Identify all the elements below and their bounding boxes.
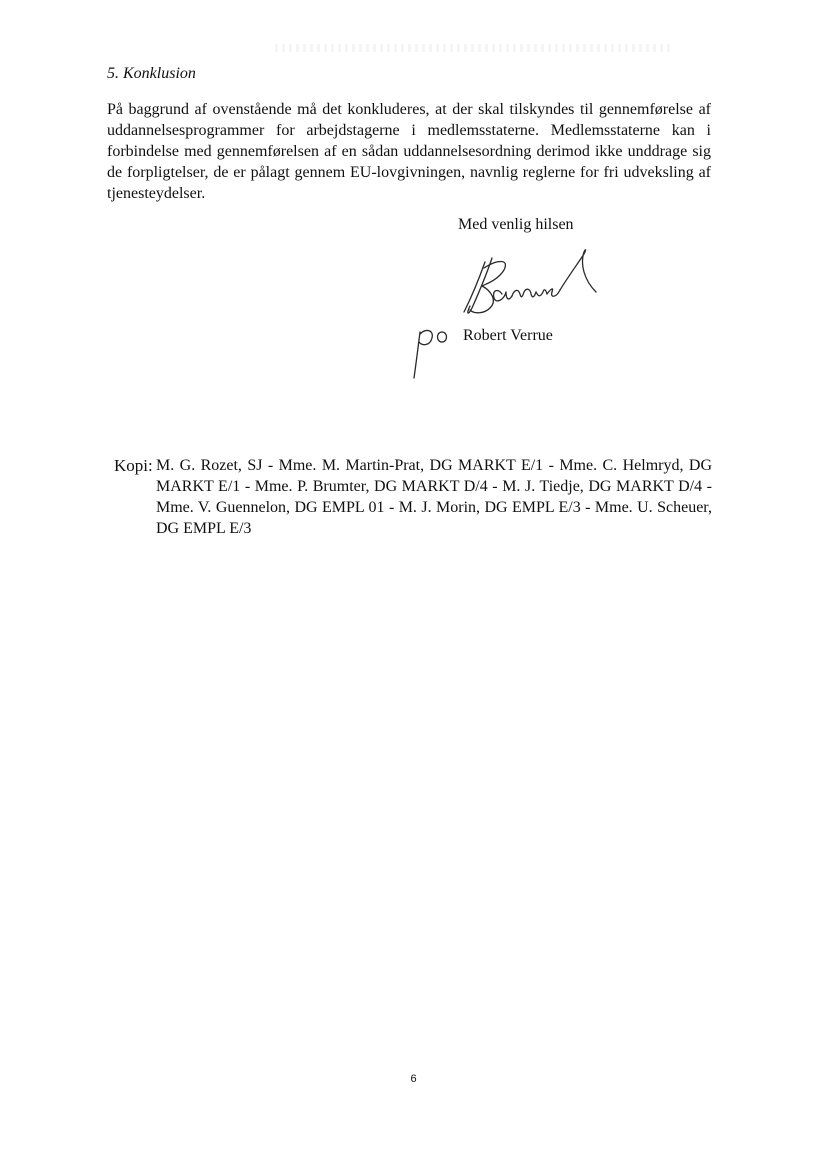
signer-name: Robert Verrue [463,327,553,344]
handwritten-signature [400,240,630,385]
closing-salutation: Med venlig hilsen [458,216,574,233]
section-heading: 5. Konklusion [107,65,196,82]
copy-label: Kopi: [114,456,153,475]
page-number: 6 [410,1073,417,1085]
conclusion-paragraph: På baggrund af ovenstående må det konkluderes, at der skal tilskyndes til gennemførelse af uddannelsesprogrammer for arbejdstagerne i medlemsstaterne. Medlemsstaterne kan i forbindelse med gennemførelsen af en sådan uddannelsesordning derimod ikke unddrage sig de forpligtelser, de er pålagt gennem EU-lovgivningen, navnlig reglerne for fri udveksling af tjenesteydelser. [107,101,711,202]
scan-artifact [275,44,670,52]
copy-recipients-list: M. G. Rozet, SJ - Mme. M. Martin-Prat, DG MARKT E/1 - Mme. C. Helmryd, DG MARKT E/1 - Mme. P. Brumter, DG MARKT D/4 - M. J. Tiedje, DG MARKT D/4 - Mme. V. Guennelon, DG EMPL 01 - M. J. Morin, DG EMPL E/3 - Mme. U. Scheuer, DG EMPL E/3 [156,457,712,537]
